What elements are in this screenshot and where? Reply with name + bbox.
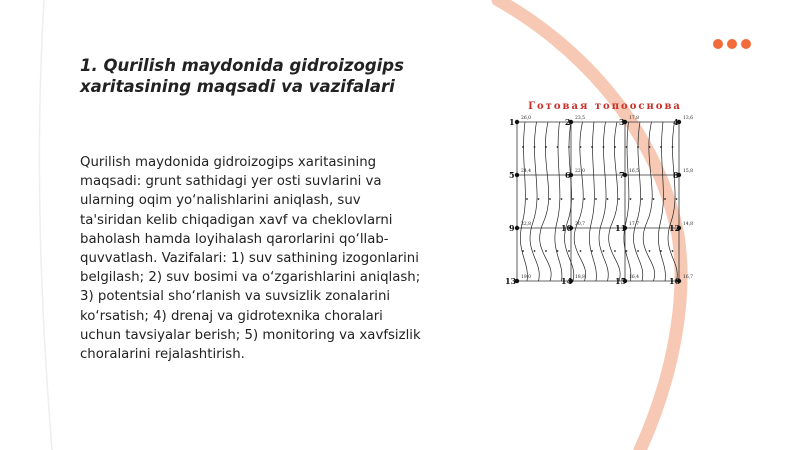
contour-line [540,122,552,281]
contour-line [555,122,562,281]
contour-tick [607,198,609,200]
contour-tick [618,198,620,200]
contour-tick [672,146,674,148]
node-number: 15 [615,276,627,286]
node-number: 16 [669,276,681,286]
contour-tick [595,198,597,200]
contour-tick [614,250,616,252]
contour-tick [591,250,593,252]
contour-tick [641,198,643,200]
contour-line [643,122,655,281]
contour-line [668,122,677,281]
contour-tick [591,146,593,148]
decorative-curve-left [39,0,52,450]
node-elevation: 26,0 [521,116,532,121]
node-elevation: 14,8 [683,222,694,227]
node-number: 12 [669,223,681,233]
slide-title: 1. Qurilish maydonida gidroizogips xaritasining maqsadi va vazifalari [80,56,404,96]
contour-line [530,122,539,281]
contour-line [599,122,608,281]
contour-tick [568,250,570,252]
node-number: 10 [561,223,573,233]
node-elevation: 16,4 [629,275,640,280]
contour-tick [603,146,605,148]
node-elevation: 17,8 [629,116,640,121]
contour-tick [649,146,651,148]
node-number: 13 [505,276,517,286]
contour-line [520,122,527,281]
contour-tick [549,198,551,200]
node-number: 7 [619,170,625,180]
accent-dot [741,39,751,49]
node-elevation: 16,5 [629,169,640,174]
accent-dot [713,39,723,49]
node-elevation: 19,0 [521,275,532,280]
contour-tick [538,198,540,200]
accent-dot [727,39,737,49]
contour-line [574,122,586,281]
contour-tick [637,146,639,148]
node-number: 4 [673,117,679,127]
contour-tick [545,146,547,148]
grid-node [515,120,519,124]
contour-tick [614,146,616,148]
node-number: 1 [509,117,515,127]
contour-line [609,122,621,281]
node-elevation: 18,8 [575,275,586,280]
node-number: 2 [565,117,571,127]
contour-tick [653,198,655,200]
contour-line [658,122,665,281]
node-elevation: 13,6 [683,116,694,121]
slide-body-text: Qurilish maydonida gidroizogips xaritasining maqsadi: grunt sathidagi yer osti suvlarini va ularning oqim yo‘nalishlarini aniqlash, suv ta'siridan kelib chiqadigan xavf va cheklovlarni baholash hamda loyihalash qarorlarini qo‘llab-quvvatlash. Vazifalari: 1) suv sathining izogonlarini belgilash; 2) suv bosimi va o‘zgarishlarini aniqlash; 3) potentsial sho‘rlanish va suvsizlik zonalarini ko‘rsatish; 4) drenaj va gidrotexnika choralari uchun tavsiyalar berish; 5) monitoring va xavfsizlik choralarini rejalashtirish. [80,155,421,363]
contour-tick [626,250,628,252]
contour-tick [664,198,666,200]
contour-tick [660,250,662,252]
contour-tick [603,250,605,252]
grid-node [515,173,519,177]
figure-title: Готовая топооснова [528,101,682,112]
contour-tick [557,250,559,252]
contour-tick [649,250,651,252]
contour-tick [626,146,628,148]
contour-line [634,122,643,281]
accent-dots [713,39,751,49]
node-number: 3 [619,117,625,127]
contour-tick [584,198,586,200]
contour-tick [526,198,528,200]
node-number: 14 [561,276,573,286]
node-elevation: 24,4 [521,169,532,174]
contour-tick [522,250,524,252]
contour-tick [534,250,536,252]
contour-tick [580,250,582,252]
grid-node [515,226,519,230]
node-number: 9 [509,223,515,233]
contour-tick [580,146,582,148]
contour-line [589,122,596,281]
contour-tick [557,146,559,148]
node-elevation: 22,8 [521,222,532,227]
contour-tick [545,250,547,252]
node-elevation: 23,5 [575,116,586,121]
node-elevation: 20,7 [575,222,586,227]
contour-tick [568,146,570,148]
node-number: 8 [673,170,679,180]
contour-tick [676,198,678,200]
node-number: 5 [509,170,515,180]
node-elevation: 22,0 [575,169,586,174]
contour-tick [572,198,574,200]
contour-tick [561,198,563,200]
contour-tick [534,146,536,148]
topographic-grid-figure [500,95,705,295]
node-number: 11 [615,223,627,233]
contour-tick [660,146,662,148]
node-elevation: 16,7 [683,275,694,280]
node-number: 6 [565,170,571,180]
contour-tick [630,198,632,200]
node-elevation: 17,7 [629,222,640,227]
contour-tick [522,146,524,148]
contour-tick [637,250,639,252]
contour-line [565,122,574,281]
node-elevation: 15,8 [683,169,694,174]
contour-tick [672,250,674,252]
